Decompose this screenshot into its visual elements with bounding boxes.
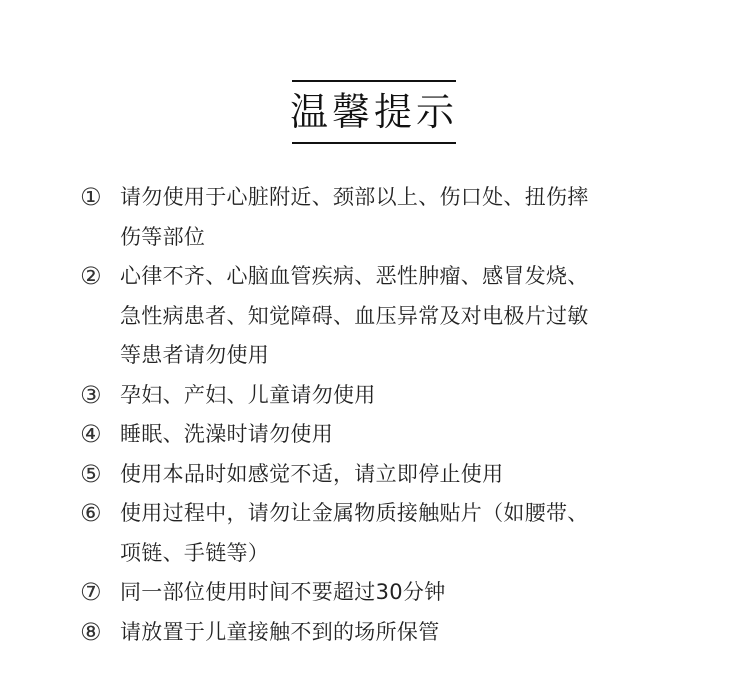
list-item [80,257,680,376]
item-text: 等患者请勿使用 [120,343,270,367]
item-text: 睡眠、洗澡时请勿使用 [120,422,333,446]
item-text: 同一部位使用时间不要超过30分钟 [120,580,446,604]
list-item [80,494,680,573]
list-item [80,455,680,495]
item-number: ① [80,183,102,211]
item-text: 伤等部位 [120,224,206,249]
item-number: ⑤ [80,459,102,488]
list-item [80,573,680,613]
list-item [80,415,680,455]
item-text: 使用本品时如感觉不适，请立即停止使用 [120,461,504,486]
item-text: 项链、手链等） [120,540,270,565]
title-box [290,80,459,144]
list-item [80,613,680,653]
item-number: ② [80,262,102,290]
list-item [80,376,680,416]
item-number: ⑧ [80,617,102,646]
item-number: ③ [80,380,102,409]
item-number: ⑦ [80,578,102,606]
item-text: 急性病患者、知觉障碍、血压异常及对电极片过敏 [120,303,589,328]
item-text: 使用过程中，请勿让金属物质接触贴片（如腰带、 [120,501,589,525]
item-text: 请放置于儿童接触不到的场所保管 [120,619,440,644]
tips-list [80,178,680,652]
item-text: 请勿使用于心脏附近、颈部以上、伤口处、扭伤摔 [120,185,589,209]
list-item [80,178,680,257]
item-number: ⑥ [80,499,102,527]
item-text: 孕妇、产妇、儿童请勿使用 [120,382,376,407]
item-number: ④ [80,420,102,448]
item-text: 心律不齐、心脑血管疾病、恶性肿瘤、感冒发烧、 [120,264,589,288]
page-title: 温馨提示 [290,90,459,134]
